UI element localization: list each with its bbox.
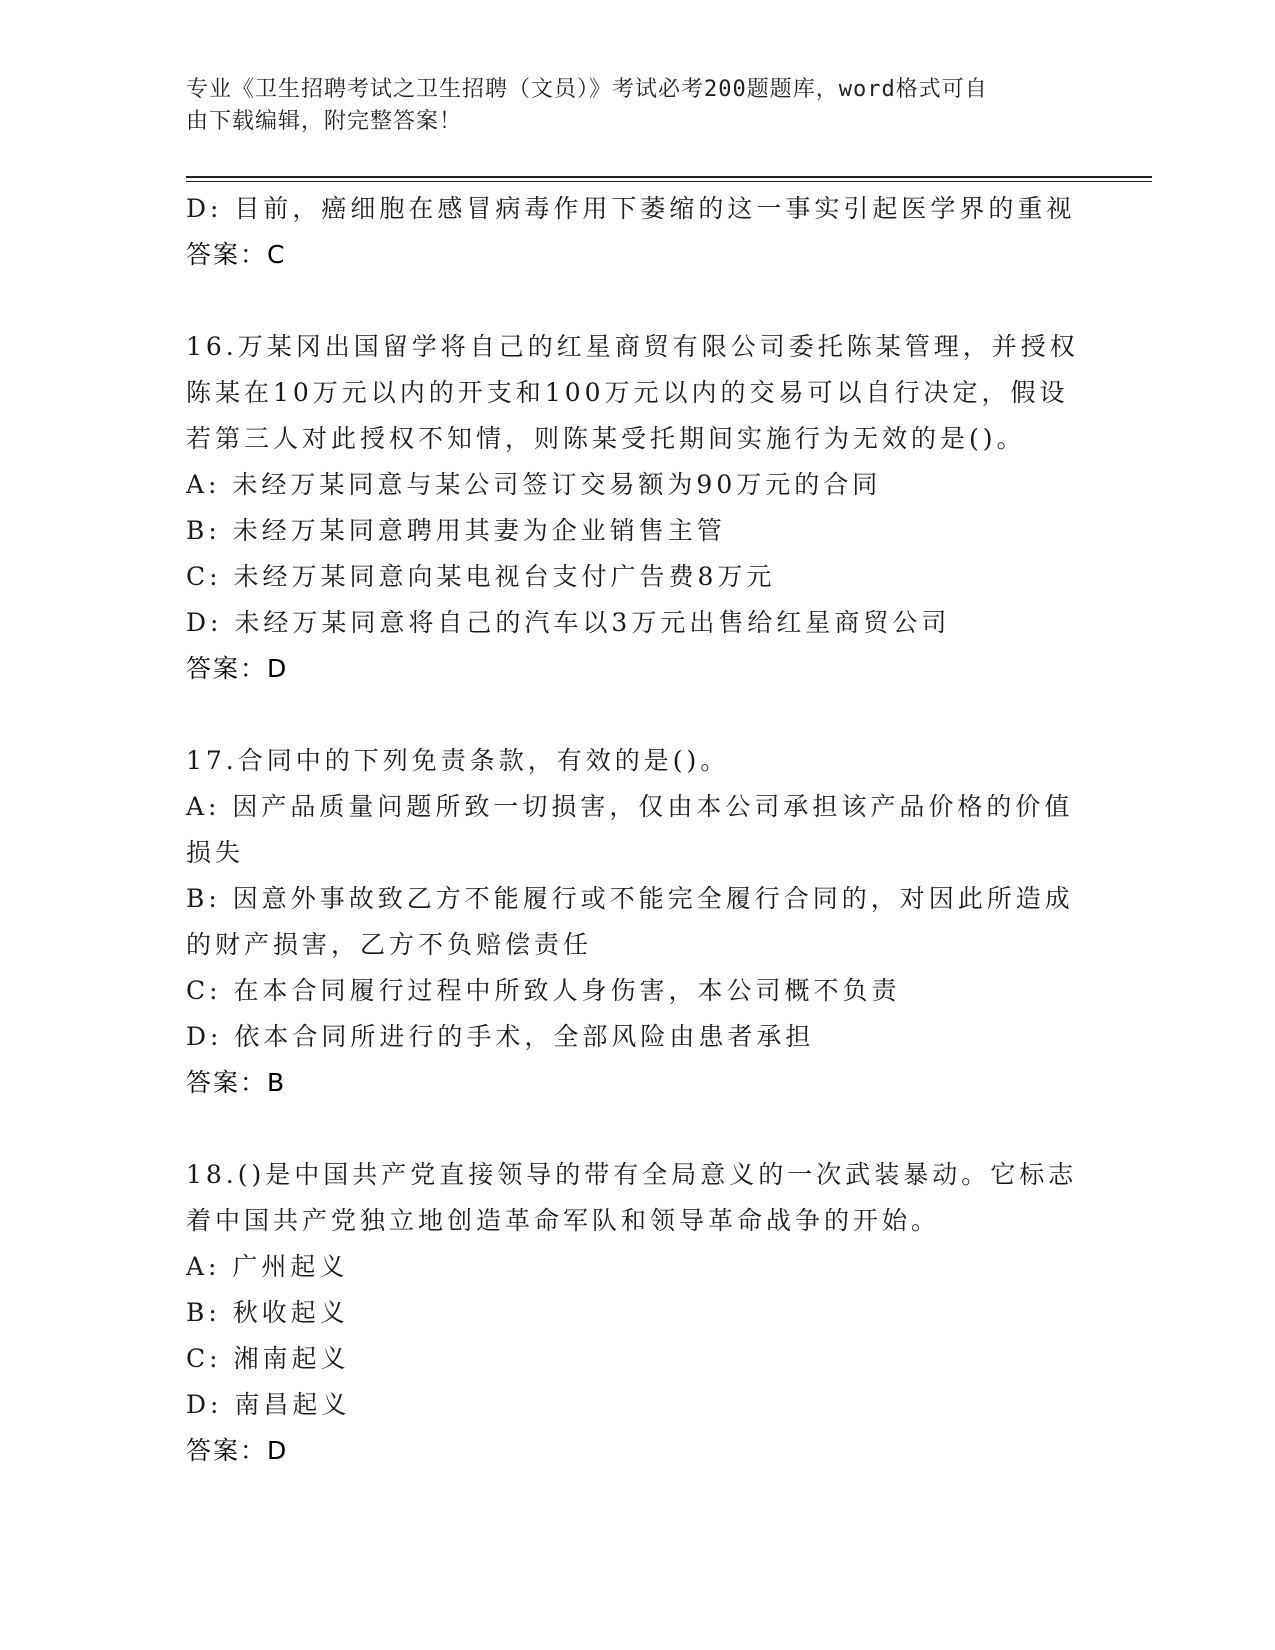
option-a: A: 广州起义: [186, 1252, 349, 1281]
option-a: A: 因产品质量问题所致一切损害，仅由本公司承担该产品价格的价值: [186, 792, 1074, 821]
answer: 答案：D: [186, 654, 289, 683]
spacer: [186, 692, 1066, 738]
question-16: [186, 324, 1079, 692]
header-rule-thick: [186, 176, 1152, 178]
question-18: [186, 1152, 1078, 1474]
option-a-continued: 损失: [186, 838, 245, 867]
option-c: C: 未经万某同意向某电视台支付广告费8万元: [186, 562, 776, 591]
document-header: [186, 74, 1066, 138]
answer: 答案：D: [186, 1436, 289, 1465]
question-stem-line: 18.()是中国共产党直接领导的带有全局意义的一次武装暴动。它标志: [186, 1160, 1078, 1189]
option-b-continued: 的财产损害，乙方不负赔偿责任: [186, 930, 593, 959]
spacer: [186, 278, 1066, 324]
option-d: D: 南昌起义: [186, 1390, 351, 1419]
option-c: C: 湘南起义: [186, 1344, 350, 1373]
question-stem-line: 16.万某冈出国留学将自己的红星商贸有限公司委托陈某管理，并授权: [186, 332, 1079, 361]
header-rule-thin: [186, 181, 1152, 182]
option-b: B: 秋收起义: [186, 1298, 349, 1327]
intro-option-d: D: 目前，癌细胞在感冒病毒作用下萎缩的这一事实引起医学界的重视: [186, 194, 1076, 223]
answer: 答案：B: [186, 1068, 287, 1097]
spacer: [186, 1106, 1066, 1152]
question-stem-line: 陈某在10万元以内的开支和100万元以内的交易可以自行决定，假设: [186, 378, 1069, 407]
question-stem-line: 若第三人对此授权不知情，则陈某受托期间实施行为无效的是()。: [186, 424, 1026, 453]
intro-answer: 答案：C: [186, 240, 287, 269]
option-b: B: 未经万某同意聘用其妻为企业销售主管: [186, 516, 726, 545]
option-d: D: 未经万某同意将自己的汽车以3万元出售给红星商贸公司: [186, 608, 951, 637]
option-b: B: 因意外事故致乙方不能履行或不能完全履行合同的，对因此所造成: [186, 884, 1074, 913]
header-line-1: 专业《卫生招聘考试之卫生招聘（文员）》考试必考200题题库，word格式可自: [186, 77, 988, 102]
question-stem-line: 着中国共产党独立地创造革命军队和领导革命战争的开始。: [186, 1206, 941, 1235]
question-17: [186, 738, 1074, 1106]
header-line-2: 由下载编辑，附完整答案！: [186, 109, 463, 134]
question-stem-line: 17.合同中的下列免责条款，有效的是()。: [186, 746, 730, 775]
option-d: D: 依本合同所进行的手术，全部风险由患者承担: [186, 1022, 815, 1051]
document-body: [186, 186, 1079, 1474]
option-c: C: 在本合同履行过程中所致人身伤害，本公司概不负责: [186, 976, 901, 1005]
option-a: A: 未经万某同意与某公司签订交易额为90万元的合同: [186, 470, 882, 499]
